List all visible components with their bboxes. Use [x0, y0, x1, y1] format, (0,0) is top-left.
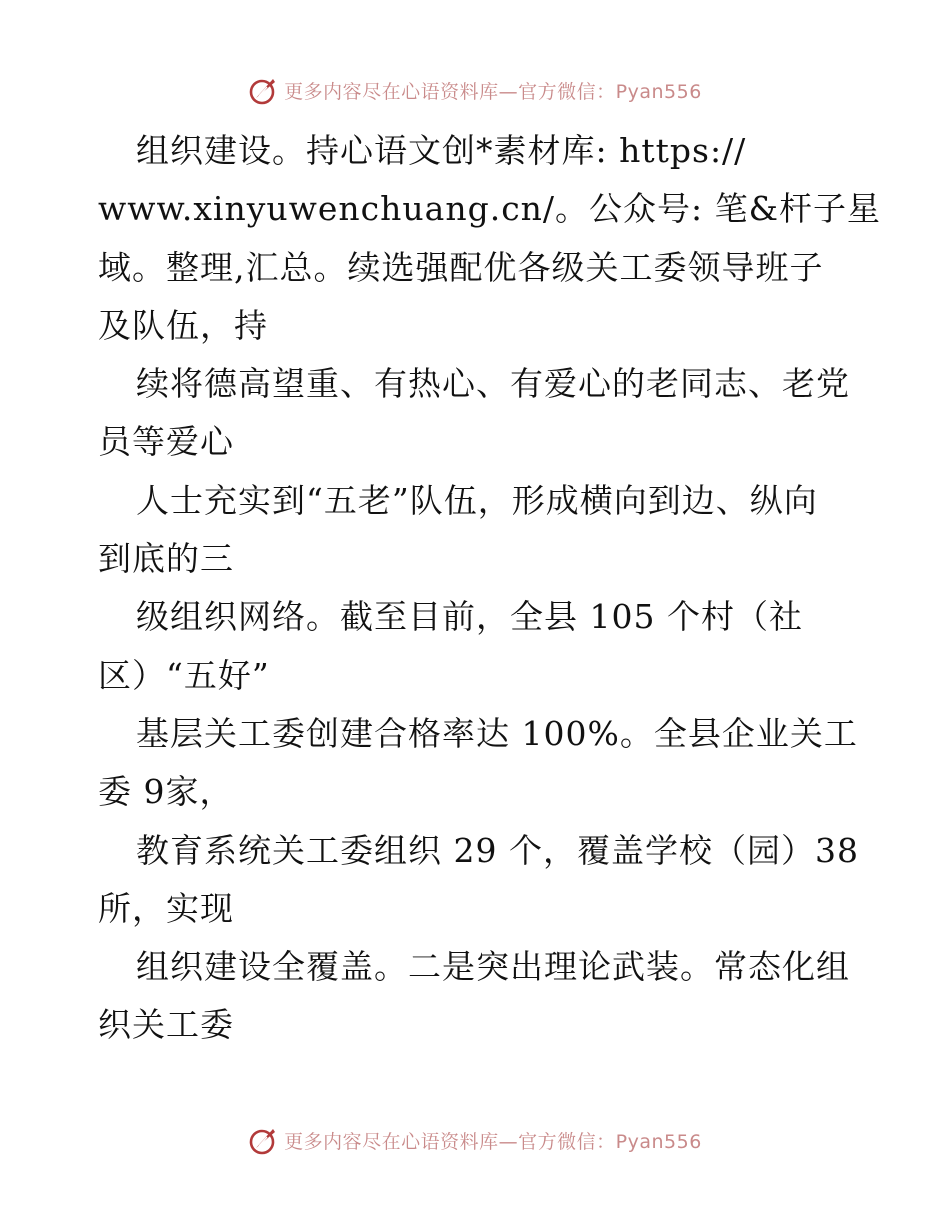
text-line: 到底的三: [98, 539, 234, 579]
text-line: 基层关工委创建合格率达 100%。全县企业关工: [136, 713, 858, 753]
document-body: [98, 122, 882, 1055]
text-line: 所，实现: [98, 888, 234, 928]
footer-banner-text: 更多内容尽在心语资料库—官方微信：Pyan556: [284, 1130, 702, 1153]
text-line: 人士充实到“五老”队伍，形成横向到边、纵向: [136, 480, 818, 520]
text-line: 织关工委: [98, 1005, 234, 1045]
text-line: 级组织网络。截至目前，全县 105 个村（社: [136, 597, 803, 637]
text-line: 员等爱心: [98, 422, 234, 462]
text-line: 组织建设全覆盖。二是突出理论武装。常态化组: [136, 947, 850, 987]
header-banner-text: 更多内容尽在心语资料库—官方微信：Pyan556: [284, 80, 702, 103]
footer-banner: [0, 1120, 950, 1160]
text-line: 区）“五好”: [98, 655, 270, 695]
text-line: 委 9家，: [98, 772, 234, 812]
feather-quill-logo-icon: [248, 1124, 280, 1156]
feather-quill-logo-icon: [248, 74, 280, 106]
text-line: 组织建设。持心语文创*素材库: https://: [136, 131, 747, 170]
text-line: 教育系统关工委组织 29 个，覆盖学校（园）38: [136, 830, 859, 870]
text-line: 域。整理,汇总。续选强配优各级关工委领导班子: [98, 247, 824, 287]
text-line: www.xinyuwenchuang.cn/。公众号: 笔&杆子星: [98, 189, 882, 229]
text-line: 及队伍，持: [98, 305, 268, 345]
text-line: 续将德高望重、有热心、有爱心的老同志、老党: [136, 364, 850, 404]
header-banner: [0, 70, 950, 110]
